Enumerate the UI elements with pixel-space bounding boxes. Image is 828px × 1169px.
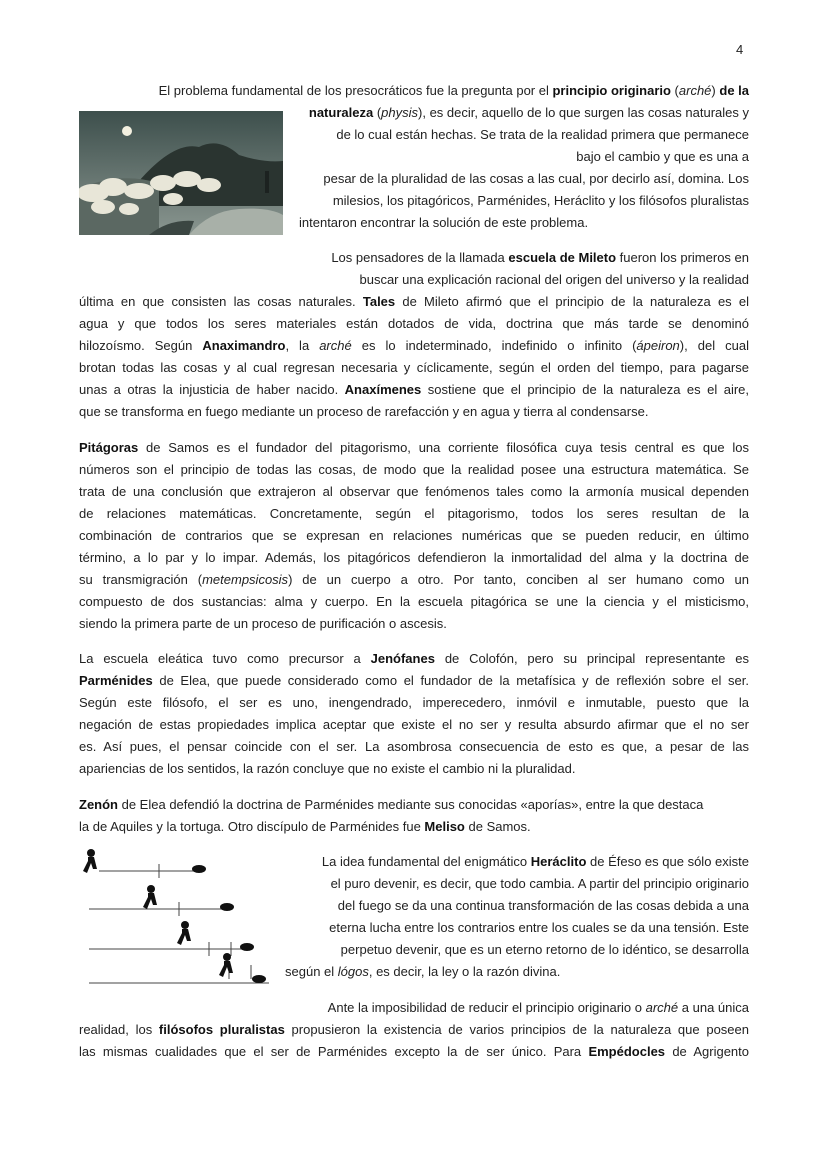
bold-term: de la xyxy=(719,83,749,98)
text-run: ), del cual xyxy=(679,338,749,353)
text-run: perpetuo devenir, que es un eterno retorno de lo idéntico, se desarrolla xyxy=(340,942,749,957)
bold-term: escuela de Mileto xyxy=(508,250,617,265)
bold-term: Meliso xyxy=(424,819,465,834)
landscape-illustration xyxy=(79,111,283,235)
bold-term: Heráclito xyxy=(530,854,587,869)
text-run: bajo el cambio y que es una a xyxy=(576,149,749,164)
bold-term: Zenón xyxy=(79,797,118,812)
text-line xyxy=(329,917,749,939)
bold-term: Pitágoras xyxy=(79,440,139,455)
text-line xyxy=(79,401,648,423)
bold-term: Anaximandro xyxy=(202,338,286,353)
text-run: Los pensadores de la llamada xyxy=(331,250,509,265)
text-line xyxy=(576,146,749,168)
text-run: números son el principio de todas las cosas, de modo que la realidad posee una estructura matemática. Se xyxy=(79,462,749,477)
text-run: buscar una explicación racional del origen del universo y la realidad xyxy=(359,272,749,287)
text-line xyxy=(338,895,749,917)
text-run: de Elea defendió la doctrina de Parménides mediante sus conocidas «aporías», entre la que destaca xyxy=(118,797,704,812)
italic-term: arché xyxy=(678,83,712,98)
text-line xyxy=(331,247,749,269)
text-run: , la xyxy=(285,338,320,353)
text-run: realidad, los xyxy=(79,1022,159,1037)
text-run: las mismas cualidades que el ser de Parménides excepto la de ser único. Para xyxy=(79,1044,589,1059)
page-number: 4 xyxy=(736,42,744,57)
text-run: la de Aquiles y la tortuga. Otro discípulo de Parménides fue xyxy=(79,819,425,834)
text-run: ) de un cuerpo a otro. Por tanto, conciben al ser humano como un xyxy=(288,572,749,587)
text-run: pesar de la pluralidad de las cosas a las cual, por decirlo así, domina. Los xyxy=(323,171,749,186)
text-run: su transmigración ( xyxy=(79,572,203,587)
bold-term: naturaleza xyxy=(308,105,374,120)
text-run: según el xyxy=(285,964,338,979)
text-run: ) xyxy=(711,83,720,98)
text-line xyxy=(328,997,749,1019)
text-run: El problema fundamental de los presocráticos fue la pregunta por el xyxy=(158,83,553,98)
text-line xyxy=(79,816,531,838)
text-run: de Samos. xyxy=(464,819,531,834)
bold-term: principio originario xyxy=(552,83,671,98)
text-run: Según este filósofo, el ser es uno, inengendrado, imperecedero, inmóvil e inmutable, puesto que la xyxy=(79,695,749,710)
text-run: negación de estas propiedades implica aceptar que existe el no ser y resulta absurdo afirmar que el no ser xyxy=(79,717,749,732)
text-run: milesios, los pitagóricos, Parménides, Heráclito y los filósofos pluralistas xyxy=(332,193,749,208)
text-run: de lo cual están hechas. Se trata de la realidad primera que permanece xyxy=(336,127,749,142)
text-run: ( xyxy=(670,83,679,98)
text-run: brotan todas las cosas y al cual regresan necesaria y cíclicamente, según el orden del tiempo, para pagarse xyxy=(79,360,749,375)
bold-term: Jenófanes xyxy=(370,651,435,666)
text-line xyxy=(79,459,749,481)
text-run: combinación de contrarios que se expresan en relaciones numéricas que se pueden reducir, en último xyxy=(79,528,749,543)
text-run: ), es decir, aquello de lo que surgen las cosas naturales y xyxy=(418,105,749,120)
text-line xyxy=(341,939,749,961)
text-line xyxy=(79,692,749,714)
text-line xyxy=(79,569,749,591)
text-line xyxy=(322,851,749,873)
text-line xyxy=(79,758,575,780)
text-line xyxy=(79,794,703,816)
text-line xyxy=(79,714,749,736)
italic-term: arché xyxy=(319,338,352,353)
text-line xyxy=(336,124,749,146)
text-run: de Samos es el fundador del pitagorismo, una corriente filosófica cuya tesis central es que los xyxy=(138,440,749,455)
text-run: de Colofón, pero su principal representante es xyxy=(434,651,750,666)
text-run: de Elea, que puede considerado como el fundador de la metafísica y de reflexión sobre el ser. xyxy=(152,673,749,688)
text-run: apariencias de los sentidos, la razón concluye que no existe el cambio ni la pluralidad. xyxy=(79,761,576,776)
text-line xyxy=(359,269,749,291)
text-run: trata de una conclusión que extrajeron al observar que fenómenos tales como la armonía musical dependen xyxy=(79,484,749,499)
bold-term: Anaxímenes xyxy=(344,382,422,397)
text-line xyxy=(323,168,749,190)
text-run: compuesto de dos sustancias: alma y cuerpo. En la escuela pitagórica se une la ciencia y el misticismo, xyxy=(79,594,749,609)
text-line xyxy=(79,379,749,401)
italic-term: ápeiron xyxy=(636,338,680,353)
bold-term: filósofos pluralistas xyxy=(158,1022,285,1037)
text-line xyxy=(299,212,588,234)
text-run: fueron los primeros en xyxy=(616,250,749,265)
bold-term: Tales xyxy=(362,294,396,309)
text-line xyxy=(79,613,447,635)
text-run: que se transforma en fuego mediante un proceso de rarefacción y en agua y tierra al condensarse. xyxy=(79,404,649,419)
text-line xyxy=(79,291,749,313)
text-run: de Mileto afirmó que el principio de la naturaleza es el xyxy=(395,294,750,309)
text-run: de Éfeso es que sólo existe xyxy=(586,854,749,869)
text-run: eterna lucha entre los contrarios entre los cuales se da una tensión. Este xyxy=(329,920,749,935)
text-line xyxy=(79,357,749,379)
text-line xyxy=(79,1019,749,1041)
text-line xyxy=(159,80,749,102)
text-line xyxy=(79,437,749,459)
text-run: sostiene que el principio de la naturaleza es el aire, xyxy=(421,382,750,397)
text-run: La idea fundamental del enigmático xyxy=(321,854,531,869)
text-run: término, a lo par y lo impar. Además, los pitagóricos defendieron la inmortalidad del alma y la doctrina de xyxy=(79,550,749,565)
text-run: propusieron la existencia de varios principios de la naturaleza que poseen xyxy=(284,1022,749,1037)
text-line xyxy=(79,335,749,357)
text-run: última en que consisten las cosas naturales. xyxy=(79,294,363,309)
text-line xyxy=(79,591,749,613)
text-run: el puro devenir, es decir, que todo cambia. A partir del principio originario xyxy=(330,876,749,891)
text-line xyxy=(333,190,749,212)
text-run: unas a otras la injusticia de haber nacido. xyxy=(79,382,345,397)
text-run: de relaciones matemáticas. Concretamente, según el pitagorismo, todos los seres resultan de la xyxy=(79,506,749,521)
text-run: agua y que todos los seres materiales están dotados de vida, doctrina que más tarde se denominó xyxy=(79,316,749,331)
text-line xyxy=(79,525,749,547)
text-run: hilozoísmo. Según xyxy=(79,338,203,353)
text-line xyxy=(79,503,749,525)
text-run: del fuego se da una continua transformación de las cosas debida a una xyxy=(337,898,749,913)
text-line xyxy=(79,670,749,692)
italic-term: arché xyxy=(645,1000,679,1015)
text-run: siendo la primera parte de un proceso de purificación o ascesis. xyxy=(79,616,447,631)
text-line xyxy=(285,961,560,983)
text-line xyxy=(79,313,749,335)
text-run: , es decir, la ley o la razón divina. xyxy=(368,964,561,979)
text-line xyxy=(79,547,749,569)
bold-term: Empédocles xyxy=(588,1044,666,1059)
text-run: intentaron encontrar la solución de este problema. xyxy=(299,215,589,230)
italic-term: lógos xyxy=(337,964,369,979)
bold-term: Parménides xyxy=(79,673,153,688)
italic-term: physis xyxy=(381,105,419,120)
text-run: es lo indeterminado, indefinido o infinito ( xyxy=(351,338,637,353)
text-line xyxy=(331,873,749,895)
text-line xyxy=(79,648,749,670)
italic-term: metempsicosis xyxy=(202,572,289,587)
text-line xyxy=(79,1041,749,1063)
text-run: Ante la imposibilidad de reducir el principio originario o xyxy=(327,1000,646,1015)
text-run: ( xyxy=(373,105,382,120)
text-line xyxy=(79,481,749,503)
text-run: es. Así pues, el pensar coincide con el ser. La asombrosa consecuencia de esto es que, a pesar de las xyxy=(79,739,749,754)
achilles-tortoise-illustration xyxy=(79,845,275,985)
text-run: de Agrigento xyxy=(665,1044,749,1059)
text-line xyxy=(309,102,749,124)
text-run: La escuela eleática tuvo como precursor a xyxy=(79,651,371,666)
text-run: a una única xyxy=(678,1000,749,1015)
text-line xyxy=(79,736,749,758)
